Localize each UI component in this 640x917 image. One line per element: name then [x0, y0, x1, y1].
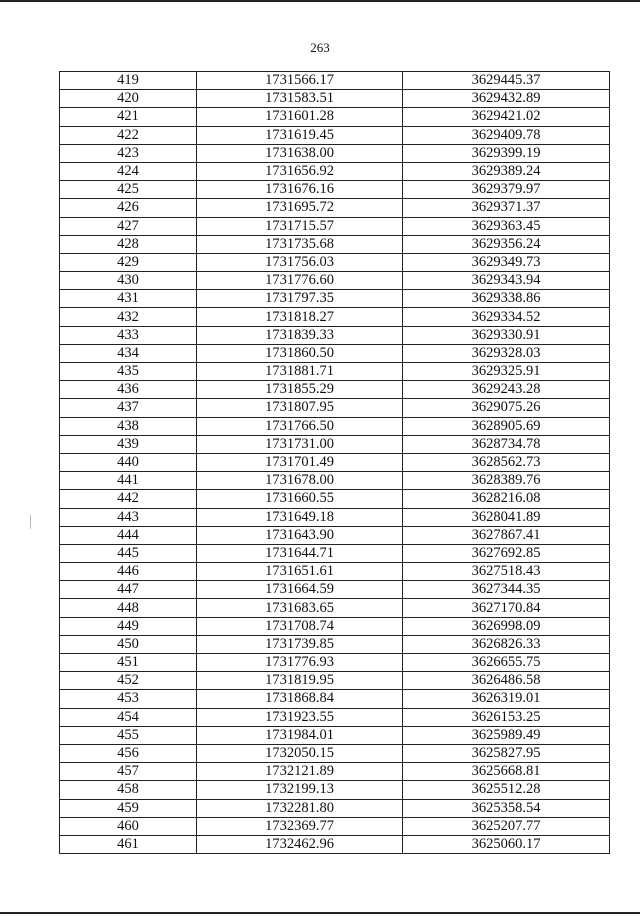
- y-coordinate-cell: 3628216.08: [403, 490, 610, 508]
- table-row: [60, 472, 610, 490]
- point-number-cell: 449: [60, 617, 197, 635]
- table-row: [60, 363, 610, 381]
- table-row: [60, 817, 610, 835]
- x-coordinate-cell: 1732462.96: [197, 835, 403, 853]
- point-number-cell: 445: [60, 544, 197, 562]
- y-coordinate-cell: 3628905.69: [403, 417, 610, 435]
- x-coordinate-cell: 1732121.89: [197, 763, 403, 781]
- scan-artifact: [30, 515, 31, 529]
- y-coordinate-cell: 3626486.58: [403, 672, 610, 690]
- x-coordinate-cell: 1731797.35: [197, 290, 403, 308]
- x-coordinate-cell: 1731860.50: [197, 344, 403, 362]
- y-coordinate-cell: 3627170.84: [403, 599, 610, 617]
- x-coordinate-cell: 1731818.27: [197, 308, 403, 326]
- x-coordinate-cell: 1731756.03: [197, 253, 403, 271]
- x-coordinate-cell: 1731656.92: [197, 162, 403, 180]
- point-number-cell: 425: [60, 181, 197, 199]
- x-coordinate-cell: 1731643.90: [197, 526, 403, 544]
- table-row: [60, 399, 610, 417]
- x-coordinate-cell: 1731678.00: [197, 472, 403, 490]
- table-row: [60, 199, 610, 217]
- coordinates-table: [59, 71, 610, 854]
- point-number-cell: 426: [60, 199, 197, 217]
- y-coordinate-cell: 3629328.03: [403, 344, 610, 362]
- table-row: [60, 235, 610, 253]
- x-coordinate-cell: 1731766.50: [197, 417, 403, 435]
- point-number-cell: 421: [60, 108, 197, 126]
- y-coordinate-cell: 3629399.19: [403, 144, 610, 162]
- point-number-cell: 427: [60, 217, 197, 235]
- x-coordinate-cell: 1731923.55: [197, 708, 403, 726]
- point-number-cell: 428: [60, 235, 197, 253]
- x-coordinate-cell: 1731708.74: [197, 617, 403, 635]
- x-coordinate-cell: 1731638.00: [197, 144, 403, 162]
- x-coordinate-cell: 1731715.57: [197, 217, 403, 235]
- point-number-cell: 442: [60, 490, 197, 508]
- x-coordinate-cell: 1732369.77: [197, 817, 403, 835]
- table-row: [60, 253, 610, 271]
- table-row: [60, 508, 610, 526]
- point-number-cell: 420: [60, 90, 197, 108]
- table-row: [60, 563, 610, 581]
- y-coordinate-cell: 3629371.37: [403, 199, 610, 217]
- y-coordinate-cell: 3626153.25: [403, 708, 610, 726]
- x-coordinate-cell: 1731868.84: [197, 690, 403, 708]
- table-row: [60, 326, 610, 344]
- table-row: [60, 654, 610, 672]
- y-coordinate-cell: 3629389.24: [403, 162, 610, 180]
- table-row: [60, 672, 610, 690]
- point-number-cell: 452: [60, 672, 197, 690]
- point-number-cell: 433: [60, 326, 197, 344]
- point-number-cell: 429: [60, 253, 197, 271]
- point-number-cell: 443: [60, 508, 197, 526]
- point-number-cell: 436: [60, 381, 197, 399]
- table-row: [60, 544, 610, 562]
- x-coordinate-cell: 1731855.29: [197, 381, 403, 399]
- point-number-cell: 446: [60, 563, 197, 581]
- y-coordinate-cell: 3627692.85: [403, 544, 610, 562]
- point-number-cell: 461: [60, 835, 197, 853]
- y-coordinate-cell: 3628734.78: [403, 435, 610, 453]
- x-coordinate-cell: 1731984.01: [197, 726, 403, 744]
- y-coordinate-cell: 3629325.91: [403, 363, 610, 381]
- y-coordinate-cell: 3626655.75: [403, 654, 610, 672]
- point-number-cell: 451: [60, 654, 197, 672]
- point-number-cell: 431: [60, 290, 197, 308]
- table-row: [60, 744, 610, 762]
- x-coordinate-cell: 1731566.17: [197, 72, 403, 90]
- point-number-cell: 422: [60, 126, 197, 144]
- page-bottom-border: [0, 912, 640, 914]
- x-coordinate-cell: 1732281.80: [197, 799, 403, 817]
- table-row: [60, 599, 610, 617]
- table-row: [60, 90, 610, 108]
- table-row: [60, 144, 610, 162]
- table-row: [60, 726, 610, 744]
- x-coordinate-cell: 1731676.16: [197, 181, 403, 199]
- y-coordinate-cell: 3628562.73: [403, 453, 610, 471]
- y-coordinate-cell: 3626319.01: [403, 690, 610, 708]
- y-coordinate-cell: 3626826.33: [403, 635, 610, 653]
- x-coordinate-cell: 1731701.49: [197, 453, 403, 471]
- table-row: [60, 108, 610, 126]
- point-number-cell: 424: [60, 162, 197, 180]
- y-coordinate-cell: 3625827.95: [403, 744, 610, 762]
- point-number-cell: 441: [60, 472, 197, 490]
- table-row: [60, 181, 610, 199]
- y-coordinate-cell: 3628389.76: [403, 472, 610, 490]
- x-coordinate-cell: 1731660.55: [197, 490, 403, 508]
- y-coordinate-cell: 3628041.89: [403, 508, 610, 526]
- x-coordinate-cell: 1731839.33: [197, 326, 403, 344]
- y-coordinate-cell: 3625512.28: [403, 781, 610, 799]
- x-coordinate-cell: 1731819.95: [197, 672, 403, 690]
- table-row: [60, 272, 610, 290]
- coordinates-table-body: [60, 72, 610, 854]
- table-row: [60, 781, 610, 799]
- table-row: [60, 581, 610, 599]
- point-number-cell: 444: [60, 526, 197, 544]
- point-number-cell: 432: [60, 308, 197, 326]
- x-coordinate-cell: 1731583.51: [197, 90, 403, 108]
- point-number-cell: 440: [60, 453, 197, 471]
- x-coordinate-cell: 1731695.72: [197, 199, 403, 217]
- point-number-cell: 439: [60, 435, 197, 453]
- y-coordinate-cell: 3629338.86: [403, 290, 610, 308]
- point-number-cell: 435: [60, 363, 197, 381]
- table-row: [60, 799, 610, 817]
- point-number-cell: 438: [60, 417, 197, 435]
- x-coordinate-cell: 1731651.61: [197, 563, 403, 581]
- y-coordinate-cell: 3627518.43: [403, 563, 610, 581]
- point-number-cell: 454: [60, 708, 197, 726]
- y-coordinate-cell: 3629379.97: [403, 181, 610, 199]
- x-coordinate-cell: 1731601.28: [197, 108, 403, 126]
- point-number-cell: 460: [60, 817, 197, 835]
- table-row: [60, 126, 610, 144]
- x-coordinate-cell: 1731735.68: [197, 235, 403, 253]
- y-coordinate-cell: 3629432.89: [403, 90, 610, 108]
- coordinates-table-container: [59, 71, 609, 854]
- x-coordinate-cell: 1731776.93: [197, 654, 403, 672]
- y-coordinate-cell: 3625207.77: [403, 817, 610, 835]
- table-row: [60, 162, 610, 180]
- x-coordinate-cell: 1731683.65: [197, 599, 403, 617]
- point-number-cell: 430: [60, 272, 197, 290]
- y-coordinate-cell: 3629409.78: [403, 126, 610, 144]
- table-row: [60, 417, 610, 435]
- y-coordinate-cell: 3629334.52: [403, 308, 610, 326]
- x-coordinate-cell: 1731739.85: [197, 635, 403, 653]
- x-coordinate-cell: 1731731.00: [197, 435, 403, 453]
- table-row: [60, 490, 610, 508]
- x-coordinate-cell: 1732050.15: [197, 744, 403, 762]
- y-coordinate-cell: 3629363.45: [403, 217, 610, 235]
- point-number-cell: 456: [60, 744, 197, 762]
- point-number-cell: 434: [60, 344, 197, 362]
- y-coordinate-cell: 3625989.49: [403, 726, 610, 744]
- table-row: [60, 617, 610, 635]
- page-top-border: [0, 0, 640, 2]
- page-number: 263: [310, 40, 330, 55]
- table-row: [60, 290, 610, 308]
- point-number-cell: 459: [60, 799, 197, 817]
- table-row: [60, 763, 610, 781]
- point-number-cell: 450: [60, 635, 197, 653]
- y-coordinate-cell: 3629075.26: [403, 399, 610, 417]
- point-number-cell: 437: [60, 399, 197, 417]
- point-number-cell: 448: [60, 599, 197, 617]
- y-coordinate-cell: 3629421.02: [403, 108, 610, 126]
- y-coordinate-cell: 3629356.24: [403, 235, 610, 253]
- y-coordinate-cell: 3629343.94: [403, 272, 610, 290]
- point-number-cell: 423: [60, 144, 197, 162]
- point-number-cell: 419: [60, 72, 197, 90]
- y-coordinate-cell: 3627344.35: [403, 581, 610, 599]
- x-coordinate-cell: 1731776.60: [197, 272, 403, 290]
- y-coordinate-cell: 3629445.37: [403, 72, 610, 90]
- table-row: [60, 381, 610, 399]
- x-coordinate-cell: 1731619.45: [197, 126, 403, 144]
- y-coordinate-cell: 3625668.81: [403, 763, 610, 781]
- table-row: [60, 344, 610, 362]
- y-coordinate-cell: 3626998.09: [403, 617, 610, 635]
- table-row: [60, 835, 610, 853]
- table-row: [60, 72, 610, 90]
- x-coordinate-cell: 1731807.95: [197, 399, 403, 417]
- point-number-cell: 458: [60, 781, 197, 799]
- y-coordinate-cell: 3629330.91: [403, 326, 610, 344]
- table-row: [60, 690, 610, 708]
- y-coordinate-cell: 3625358.54: [403, 799, 610, 817]
- y-coordinate-cell: 3629243.28: [403, 381, 610, 399]
- x-coordinate-cell: 1731644.71: [197, 544, 403, 562]
- table-row: [60, 635, 610, 653]
- table-row: [60, 453, 610, 471]
- x-coordinate-cell: 1731881.71: [197, 363, 403, 381]
- x-coordinate-cell: 1731649.18: [197, 508, 403, 526]
- y-coordinate-cell: 3629349.73: [403, 253, 610, 271]
- point-number-cell: 447: [60, 581, 197, 599]
- y-coordinate-cell: 3627867.41: [403, 526, 610, 544]
- table-row: [60, 708, 610, 726]
- x-coordinate-cell: 1731664.59: [197, 581, 403, 599]
- point-number-cell: 453: [60, 690, 197, 708]
- table-row: [60, 217, 610, 235]
- table-row: [60, 435, 610, 453]
- table-row: [60, 308, 610, 326]
- y-coordinate-cell: 3625060.17: [403, 835, 610, 853]
- point-number-cell: 455: [60, 726, 197, 744]
- x-coordinate-cell: 1732199.13: [197, 781, 403, 799]
- table-row: [60, 526, 610, 544]
- point-number-cell: 457: [60, 763, 197, 781]
